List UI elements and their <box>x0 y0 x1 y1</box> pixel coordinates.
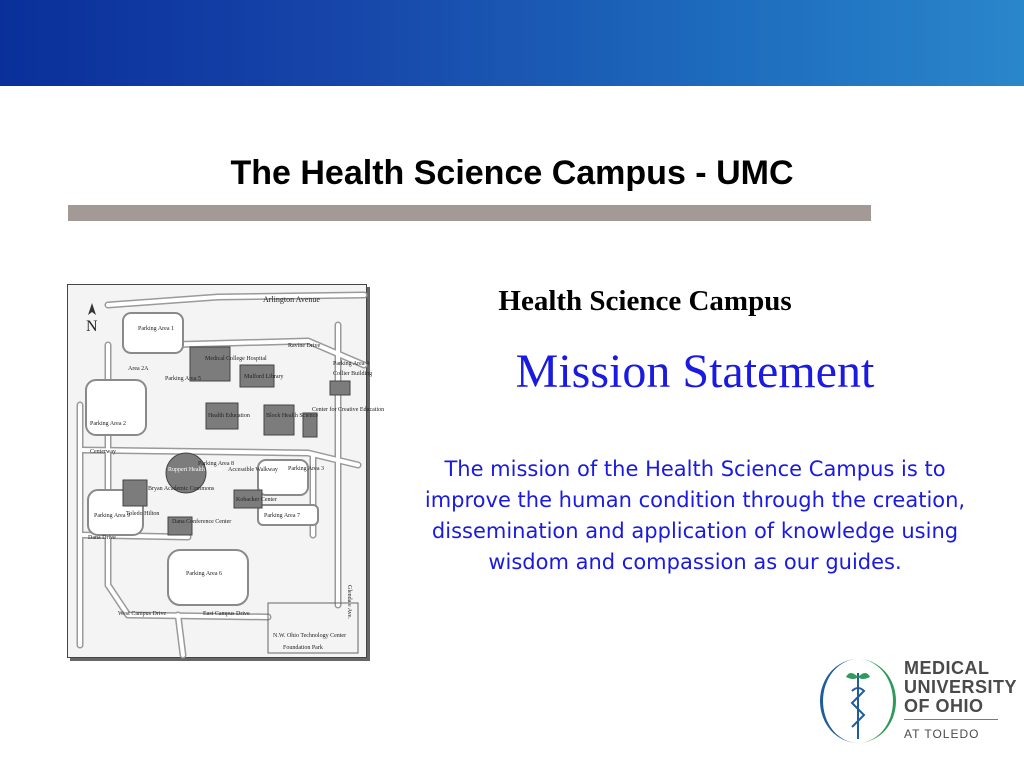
north-arrow <box>86 303 98 335</box>
label-arlington: Arlington Avenue <box>263 295 320 304</box>
title-rule <box>68 205 871 221</box>
label-parking-6: Parking Area 6 <box>186 571 222 577</box>
logo-sub: AT TOLEDO <box>904 727 980 741</box>
label-health-ed: Health Education <box>208 413 250 419</box>
mission-text: The mission of the Health Science Campus is to improve the human condition through the creation, dissemination and application of knowledge using wisdom and compassion as our guides. <box>424 457 966 574</box>
slide-title: The Health Science Campus - UMC <box>230 154 794 192</box>
label-block: Block Health Science <box>266 413 318 419</box>
label-collier: Collier Building <box>333 371 373 377</box>
label-kobacker: Kobacker Center <box>236 497 277 503</box>
label-parking-5: Parking Area 5 <box>165 376 201 382</box>
label-parking-3: Parking Area 3 <box>288 466 324 472</box>
logo-line-3: OF OHIO <box>904 696 984 716</box>
campus-map-drawing <box>68 285 385 657</box>
label-parking-2: Parking Area 2 <box>90 421 126 427</box>
label-mulford: Mulford Library <box>244 374 284 380</box>
building-block-shape <box>264 405 294 435</box>
campus-map <box>67 284 385 658</box>
mission-heading: Mission Statement <box>515 345 875 398</box>
label-ravine: Ravine Drive <box>288 343 321 349</box>
label-nw-ohio: N.W. Ohio Technology Center <box>273 633 347 639</box>
campus-heading: Health Science Campus <box>498 285 792 317</box>
label-dana-center: Dana Conference Center <box>172 519 232 525</box>
building-bryan-shape <box>123 480 147 506</box>
label-glendale: Glendale Ave. <box>346 585 352 619</box>
north-label: N <box>86 318 98 335</box>
label-mch: Medical College Hospital <box>205 356 267 362</box>
label-west-campus: West Campus Drive <box>118 611 167 617</box>
label-bryan: Bryan Academic Commons <box>148 486 215 492</box>
logo-line-2: UNIVERSITY <box>904 677 1018 697</box>
logo-rule <box>904 719 998 720</box>
label-parking-4: Parking Area 4 <box>333 361 369 367</box>
label-toledo-hilton: Toledo Hilton <box>126 511 160 517</box>
label-creative: Center for Creative Education <box>312 407 385 413</box>
top-banner <box>0 0 1024 86</box>
logo-line-1: MEDICAL <box>904 658 990 678</box>
label-ruppert: Ruppert Health Center <box>168 467 223 473</box>
parking-6-outline <box>168 550 248 605</box>
logo-emblem-icon <box>818 655 898 747</box>
label-parking-9: Parking Area 9 <box>94 513 130 519</box>
building-collier-shape <box>330 381 350 395</box>
label-dana: Dana Drive <box>88 535 116 541</box>
label-parking-1: Parking Area 1 <box>138 326 174 332</box>
parking-1-outline <box>123 313 183 353</box>
university-logo <box>818 655 1018 747</box>
label-area-2a: Area 2A <box>128 366 149 372</box>
label-walkway: Accessible Walkway <box>228 467 278 473</box>
label-parking-7: Parking Area 7 <box>264 513 300 519</box>
label-parking-8: Parking Area 8 <box>198 461 234 467</box>
label-centerway: Centerway <box>90 449 116 455</box>
label-east-campus: East Campus Drive <box>203 611 250 617</box>
label-foundation: Foundation Park <box>283 645 323 651</box>
